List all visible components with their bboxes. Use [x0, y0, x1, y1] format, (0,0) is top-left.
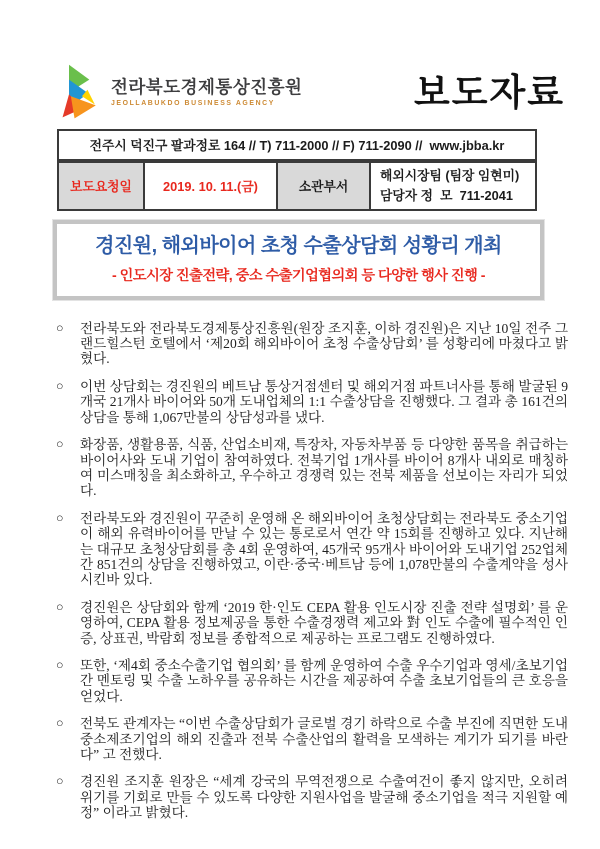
department-label: 소관부서 [277, 162, 370, 210]
body-paragraph [55, 511, 568, 588]
article-body [55, 321, 568, 821]
bullet-icon: ○ [56, 599, 64, 614]
agency-address-bar: 전주시 덕진구 팔과정로 164 // T) 711-2000 // F) 711-2090 // www.jbba.kr [57, 129, 537, 161]
headline-subtitle: - 인도시장 진출전략, 중소 수출기업협의회 등 다양한 행사 진행 - [112, 267, 485, 284]
bullet-icon: ○ [56, 510, 64, 525]
document-type-title: 보도자료 [414, 72, 565, 113]
agency-name-block [111, 78, 302, 107]
department-contact-cell [370, 162, 536, 210]
paragraph-text: 전라북도와 전라북도경제통상진흥원(원장 조지훈, 이하 경진원)은 지난 10일 전주 그랜드힐스턴 호텔에서 ‘제20회 해외바이어 초청 수출상담회’ 를 성황리에 마쳤다고 밝혔다. [80, 320, 568, 367]
press-info-table [57, 161, 537, 211]
body-paragraph [55, 321, 568, 367]
paragraph-text: 또한, ‘제4회 중소수출기업 협의회’ 를 함께 운영하여 수출 우수기업과 영세/초보기업 간 멘토링 및 수출 노하우를 공유하는 시간을 제공하여 수출 초보기업들의 큰 호응을 얻었다. [80, 657, 568, 704]
bullet-icon: ○ [56, 774, 64, 789]
agency-name-korean: 전라북도경제통상진흥원 [111, 76, 303, 97]
department-contact: 담당자 정 모 711-2041 [380, 187, 513, 203]
press-date-value: 2019. 10. 11.(금) [144, 162, 277, 210]
body-paragraph [55, 658, 568, 704]
header [57, 64, 565, 121]
agency-logo-icon [57, 64, 105, 121]
bullet-icon: ○ [56, 716, 64, 731]
body-paragraph [55, 774, 568, 820]
paragraph-text: 전라북도와 경진원이 꾸준히 운영해 온 해외바이어 초청상담회는 전라북도 중소기업이 해외 유력바이어를 만날 수 있는 통로로서 연간 약 15회를 진행하고 있다. 지난해는 대규모 초청상담회를 총 4회 운영하여, 45개국 95개사 바이어와 도내기업 252업체 간 851건의 상담을 진행하였고, 이란·중국·베트남 등에 1,078만불의 수출계약을 성사시킨바 있다. [80, 510, 568, 588]
bullet-icon: ○ [56, 657, 64, 672]
agency-name-english: JEOLLABUKDO BUSINESS AGENCY [111, 100, 275, 108]
agency-logo [57, 64, 302, 121]
press-info-row [58, 162, 536, 210]
bullet-icon: ○ [56, 320, 64, 335]
headline-title: 경진원, 해외바이어 초청 수출상담회 성황리 개최 [95, 234, 502, 257]
department-team: 해외시장팀 (팀장 임현미) [380, 168, 520, 183]
paragraph-text: 화장품, 생활용품, 식품, 산업소비재, 특장차, 자동차부품 등 다양한 품목을 취급하는 바이어사와 도내 기업이 참여하였다. 전북기업 1개사를 바이어 8개사 내외로 매칭하여 미스매칭을 최소화하고, 우수하고 경쟁력 있는 전북 제품을 선보이는 자리가 되었다. [80, 437, 568, 499]
paragraph-text: 전북도 관계자는 “이번 수출상담회가 글로벌 경기 하락으로 수출 부진에 직면한 도내 중소제조기업의 해외 진출과 전북 수출산업의 활력을 모색하는 계기가 되기를 바란다” 고 전했다. [80, 716, 568, 762]
paragraph-text: 이번 상담회는 경진원의 베트남 통상거점센터 및 해외거점 파트너사를 통해 발굴된 9개국 21개사 바이어와 50개 도내업체의 1:1 수출상담을 진행했다. 그 결과 총 161건의 상담을 통해 1,067만불의 상담성과를 냈다. [80, 378, 568, 425]
headline-box [53, 220, 544, 300]
body-paragraph [55, 716, 568, 762]
paragraph-text: 경진원 조지훈 원장은 “세계 강국의 무역전쟁으로 수출여건이 좋지 않지만, 오히려 위기를 기회로 만들 수 있도록 다양한 지원사업을 발굴해 중소기업을 적극 지원할 예정” 이라고 밝혔다. [80, 774, 568, 821]
body-paragraph [55, 437, 568, 499]
bullet-icon: ○ [56, 378, 64, 393]
body-paragraph [55, 379, 568, 425]
press-date-label: 보도요청일 [58, 162, 144, 210]
paragraph-text: 경진원은 상담회와 함께 ‘2019 한·인도 CEPA 활용 인도시장 진출 전략 설명회’ 를 운영하여, CEPA 활용 정보제공을 통한 수출경쟁력 제고와 對 인도 수출에 필수적인 인증, 상표권, 박람회 정보를 종합적으로 제공하는 프로그램도 진행하였다. [80, 599, 568, 646]
body-paragraph [55, 600, 568, 646]
bullet-icon: ○ [56, 437, 64, 452]
